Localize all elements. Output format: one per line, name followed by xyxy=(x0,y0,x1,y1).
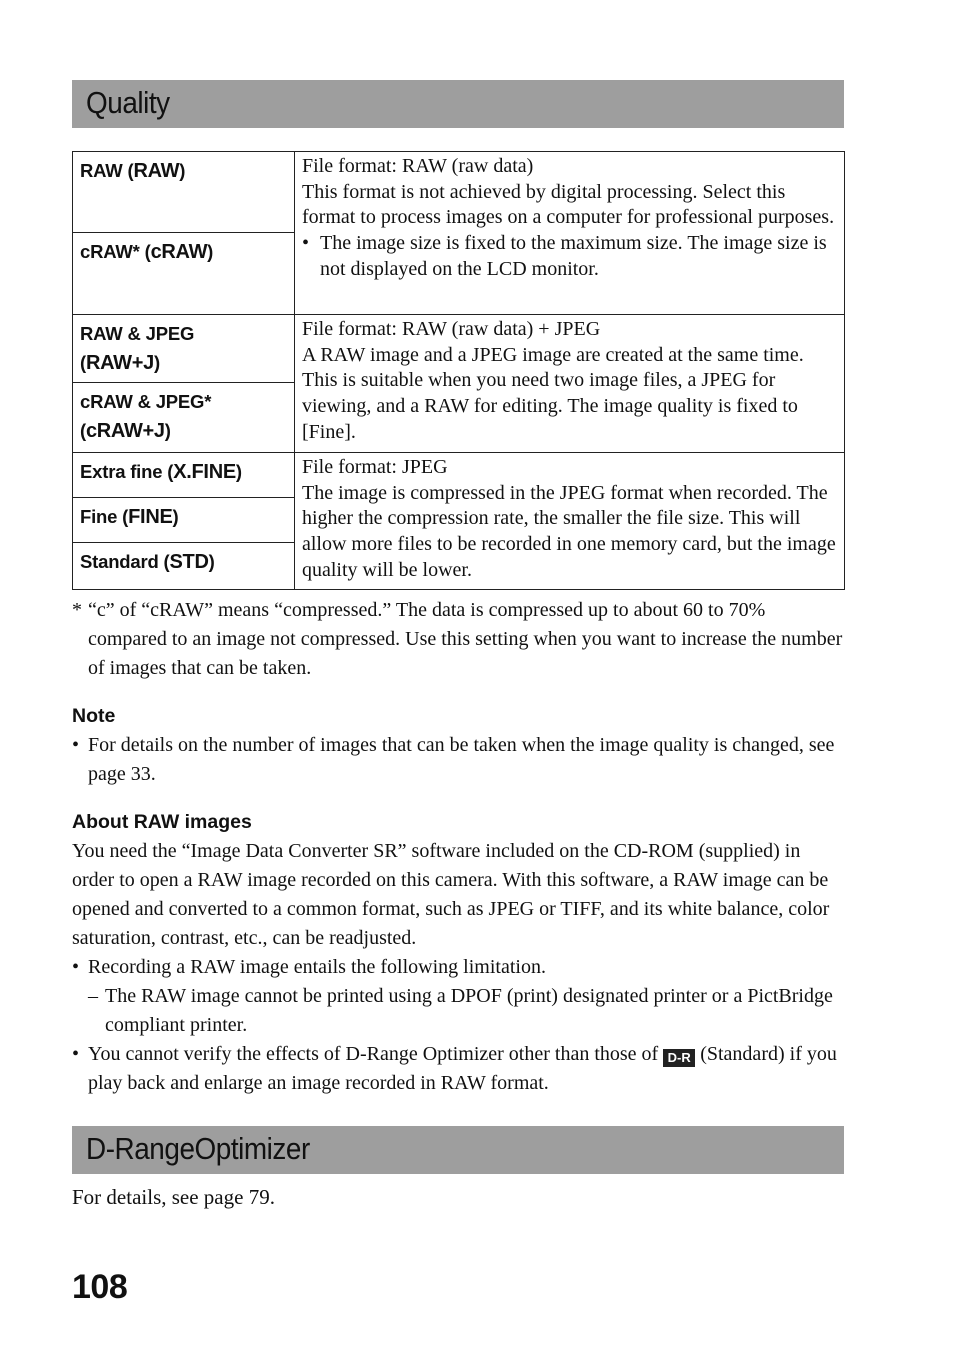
note-heading: Note xyxy=(72,705,116,727)
raw-icon: RAW xyxy=(133,160,180,182)
cell-raw: RAW (RAW) xyxy=(73,152,295,233)
cell-craw-jpeg: cRAW & JPEG* (cRAW+J) xyxy=(73,383,295,453)
d-range-optimizer-icon: D-R xyxy=(663,1049,695,1067)
bullet-2-text-b: (Standard) if you play back and enlarge an image recorded in RAW format. xyxy=(88,1043,837,1094)
craw-icon: cRAW xyxy=(150,241,208,263)
raw-jpeg-icon: RAW+J xyxy=(85,352,154,374)
desc-raw-format: File format: RAW (raw data) xyxy=(302,155,534,177)
desc-raw-bullet-text: The image size is fixed to the maximum size. The image size is not displayed on the LCD monitor. xyxy=(320,232,827,280)
label-craw: cRAW* ( xyxy=(80,241,151,262)
page-number: 108 xyxy=(72,1268,128,1306)
desc-rawjpeg-format: File format: RAW (raw data) + JPEG xyxy=(302,318,601,340)
cell-desc-raw-jpeg xyxy=(295,315,845,453)
cell-desc-jpeg xyxy=(295,453,845,590)
label-extra-fine: Extra fine ( xyxy=(80,461,174,482)
note-body: • For details on the number of images that can be taken when the image quality is changed, see page 33. xyxy=(72,731,847,789)
desc-raw-text: This format is not achieved by digital processing. Select this format to process images on a computer for professional purposes. xyxy=(302,180,835,229)
cell-desc-raw xyxy=(295,152,845,315)
about-raw-bullet-1: Recording a RAW image entails the following limitation. xyxy=(88,956,546,978)
label-fine: Fine ( xyxy=(80,506,129,527)
section-header-d-range xyxy=(72,1126,844,1174)
label-raw-jpeg: RAW & JPEG xyxy=(80,323,195,344)
label-standard: Standard ( xyxy=(80,551,170,572)
craw-jpeg-icon: cRAW+J xyxy=(85,420,165,442)
footnote-text: “c” of “cRAW” means “compressed.” The data is compressed up to about 60 to 70% compared to an image not compressed. Use this setting when you want to increase the number of images that can be taken. xyxy=(88,599,843,679)
section-header-quality xyxy=(72,80,844,128)
standard-icon: STD xyxy=(169,551,209,573)
cell-extra-fine: Extra fine (X.FINE) xyxy=(73,453,295,498)
quality-table xyxy=(72,151,845,590)
bullet-2-text-a: You cannot verify the effects of D-Range Optimizer other than those of xyxy=(88,1043,659,1065)
d-range-details: For details, see page 79. xyxy=(72,1185,275,1209)
footnote xyxy=(72,596,847,683)
cell-raw-jpeg: RAW & JPEG (RAW+J) xyxy=(73,315,295,383)
about-raw-bullet-2 xyxy=(88,1040,847,1098)
cell-standard: Standard (STD) xyxy=(73,543,295,590)
cell-craw: cRAW* (cRAW) xyxy=(73,233,295,315)
desc-jpeg-text: The image is compressed in the JPEG format when recorded. The higher the compression rate, the smaller the file size. This will allow more files to be recorded in one memory card, but the image quality will be lower. xyxy=(302,481,836,581)
about-raw-body: You need the “Image Data Converter SR” software included on the CD-ROM (supplied) in order to open a RAW image recorded on this camera. With this software, a RAW image can be opened and converted to a common format, such as JPEG or TIFF, and its white balance, color saturation, contrast, etc., can be readjusted. • Recording a RAW image entails the following limitation. – The RAW image cannot be printed using a DPOF (print) designated printer or a PictBridge compliant printer. • You cannot verify the effects of D-Range Optimizer other than those of D-R (Standard) if you play back and enlarge an image recorded in RAW format. xyxy=(72,837,847,1098)
fine-icon: FINE xyxy=(128,506,173,528)
about-raw-sub-1: The RAW image cannot be printed using a DPOF (print) designated printer or a PictBridge compliant printer. xyxy=(105,985,833,1036)
desc-raw-bullet: • The image size is fixed to the maximum size. The image size is not displayed on the LCD monitor. xyxy=(302,231,836,282)
label-raw: RAW ( xyxy=(80,160,134,181)
desc-jpeg-format: File format: JPEG xyxy=(302,456,448,478)
section-title-d-range: D-RangeOptimizer xyxy=(86,1131,310,1166)
footnote-mark: * xyxy=(72,599,82,621)
extra-fine-icon: X.FINE xyxy=(173,461,236,483)
cell-fine: Fine (FINE) xyxy=(73,498,295,543)
label-craw-jpeg: cRAW & JPEG* xyxy=(80,391,212,412)
about-raw-paragraph: You need the “Image Data Converter SR” software included on the CD-ROM (supplied) in order to open a RAW image recorded on this camera. With this software, a RAW image can be opened and converted to a common format, such as JPEG or TIFF, and its white balance, color saturation, contrast, etc., can be readjusted. xyxy=(72,840,830,949)
note-bullet-text: For details on the number of images that can be taken when the image quality is changed, see page 33. xyxy=(88,734,835,785)
section-title-quality: Quality xyxy=(86,85,170,120)
desc-rawjpeg-text: A RAW image and a JPEG image are created at the same time. This is suitable when you need two image files, a JPEG for viewing, and a RAW for editing. The image quality is fixed to [Fine]. xyxy=(302,343,804,443)
about-raw-heading: About RAW images xyxy=(72,811,252,833)
